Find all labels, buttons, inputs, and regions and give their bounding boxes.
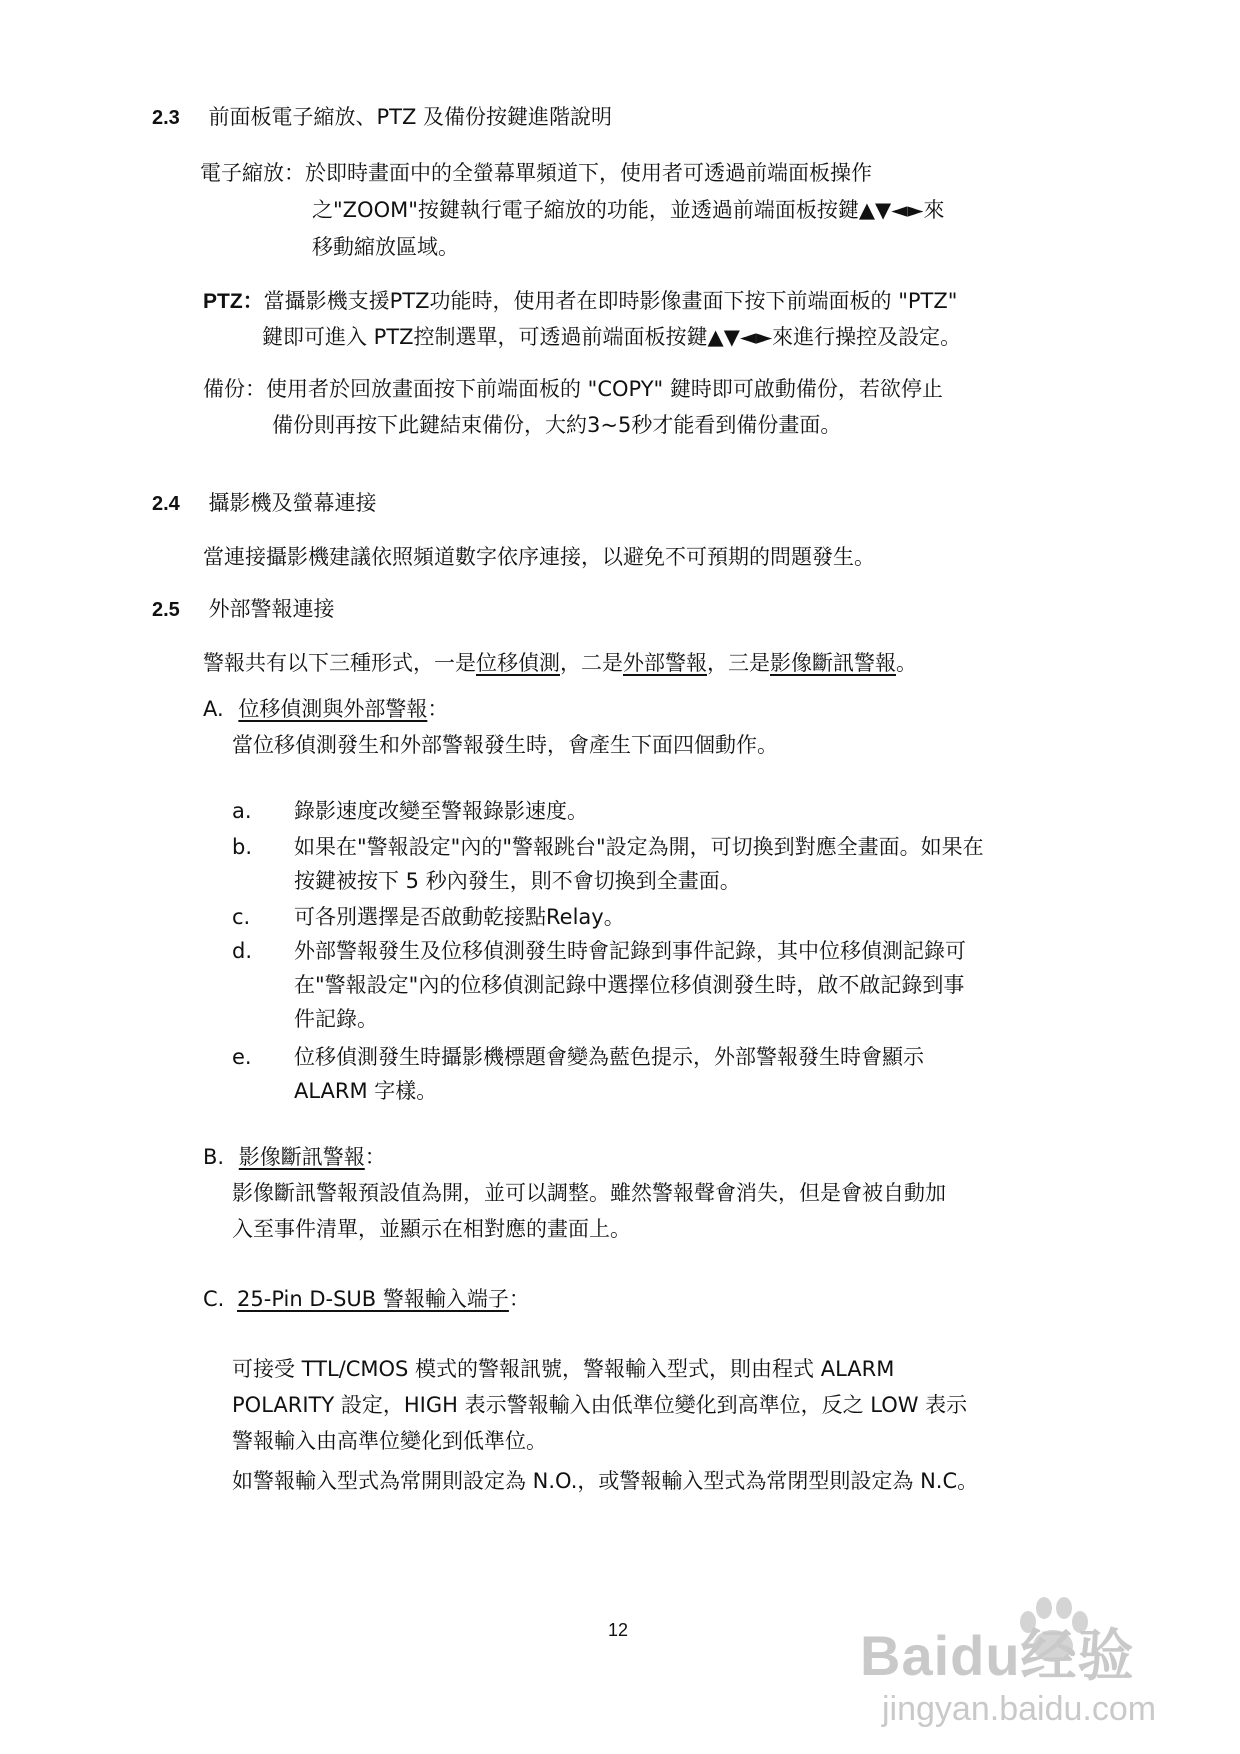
section-2-4-body: 當連接攝影機建議依照頻道數字依序連接，以避免不可預期的問題發生。 [203, 545, 875, 569]
zoom-label: 電子縮放： [200, 161, 305, 185]
ptz-line-2: 鍵即可進入 PTZ控制選單，可透過前端面板按鍵▲▼◄►來進行操控及設定。 [262, 325, 962, 349]
colon: ： [427, 697, 449, 721]
zoom-line-3: 移動縮放區域。 [312, 235, 459, 259]
colon: ： [508, 1287, 530, 1311]
list-item-d-line-3: 件記錄。 [294, 1007, 378, 1031]
list-item-b-line-2: 按鍵被按下 5 秒內發生，則不會切換到全畫面。 [294, 869, 741, 893]
page-number: 12 [608, 1620, 629, 1640]
intro-text: ，二是 [560, 651, 623, 675]
zoom-line-1: 於即時畫面中的全螢幕單頻道下，使用者可透過前端面板操作 [305, 161, 872, 185]
list-marker: a. [232, 799, 252, 823]
ptz-paragraph [203, 282, 957, 321]
watermark-logo-text: Baidu经验 [860, 1624, 1135, 1687]
alarm-type-video-loss: 影像斷訊警報 [770, 651, 896, 675]
list-text: 可各別選擇是否啟動乾接點Relay。 [294, 905, 625, 929]
ptz-label: PTZ： [203, 290, 264, 313]
subsection-c-line-3: 警報輸入由高準位變化到低準位。 [232, 1429, 547, 1453]
subsection-title: 位移偵測與外部警報 [238, 697, 428, 721]
section-number: 2.3 [152, 107, 180, 129]
subsection-b-line-2: 入至事件清單，並顯示在相對應的畫面上。 [232, 1217, 631, 1241]
list-item-b [232, 828, 984, 866]
subsection-c-line-2: POLARITY 設定，HIGH 表示警報輸入由低準位變化到高準位，反之 LOW 表示 [232, 1393, 968, 1417]
section-2-4-heading [152, 484, 377, 523]
list-text: 外部警報發生及位移偵測發生時會記錄到事件記錄，其中位移偵測記錄可 [294, 939, 966, 963]
subsection-c-line-4: 如警報輸入型式為常開則設定為 N.O.，或警報輸入型式為常閉型則設定為 N.C。 [232, 1469, 979, 1493]
alarm-type-external: 外部警報 [623, 651, 707, 675]
list-text: 錄影速度改變至警報錄影速度。 [294, 799, 588, 823]
list-text: 如果在"警報設定"內的"警報跳台"設定為開，可切換到對應全畫面。如果在 [294, 835, 984, 859]
subsection-c-heading [203, 1280, 530, 1318]
copy-label: 備份： [203, 377, 266, 401]
intro-text: ，三是 [707, 651, 770, 675]
subsection-b-line-1: 影像斷訊警報預設值為開，並可以調整。雖然警報聲會消失，但是會被自動加 [232, 1181, 946, 1205]
section-title: 前面板電子縮放、PTZ 及備份按鍵進階說明 [208, 105, 613, 129]
list-item-e-line-2: ALARM 字樣。 [294, 1079, 438, 1103]
section-number: 2.5 [152, 599, 180, 621]
copy-line-2: 備份則再按下此鍵結束備份，大約3~5秒才能看到備份畫面。 [272, 413, 842, 437]
list-marker: c. [232, 905, 251, 929]
list-marker: d. [232, 939, 253, 963]
subsection-title: 25-Pin D-SUB 警報輸入端子 [237, 1287, 509, 1311]
subsection-b-heading [203, 1138, 386, 1176]
subsection-title: 影像斷訊警報 [238, 1145, 365, 1169]
section-2-3-heading [152, 98, 612, 137]
section-number: 2.4 [152, 493, 180, 515]
section-title: 外部警報連接 [208, 597, 335, 621]
copy-line-1: 使用者於回放畫面按下前端面板的 "COPY" 鍵時即可啟動備份，若欲停止 [266, 377, 943, 401]
list-item-e [232, 1038, 924, 1076]
copy-paragraph [203, 370, 943, 408]
list-text: 位移偵測發生時攝影機標題會變為藍色提示，外部警報發生時會顯示 [294, 1045, 924, 1069]
list-item-d [232, 932, 966, 970]
watermark-url: jingyan.baidu.com [882, 1690, 1157, 1728]
list-item-c [232, 898, 625, 936]
zoom-line-2: 之"ZOOM"按鍵執行電子縮放的功能，並透過前端面板按鍵▲▼◄►來 [312, 198, 945, 222]
ptz-line-1: 當攝影機支援PTZ功能時，使用者在即時影像畫面下按下前端面板的 "PTZ" [263, 289, 958, 313]
section-title: 攝影機及螢幕連接 [208, 491, 377, 515]
section-2-5-intro [203, 644, 917, 682]
list-item-a [232, 792, 588, 830]
list-marker: b. [232, 835, 253, 859]
subsection-marker: A. [203, 697, 224, 721]
colon: ： [364, 1145, 386, 1169]
subsection-a-heading [203, 690, 448, 728]
subsection-c-line-1: 可接受 TTL/CMOS 模式的警報訊號，警報輸入型式，則由程式 ALARM [232, 1357, 895, 1381]
alarm-type-motion: 位移偵測 [476, 651, 560, 675]
subsection-marker: C. [203, 1287, 225, 1311]
intro-text: 警報共有以下三種形式，一是 [203, 651, 476, 675]
list-item-d-line-2: 在"警報設定"內的位移偵測記錄中選擇位移偵測發生時，啟不啟記錄到事 [294, 973, 965, 997]
list-marker: e. [232, 1045, 252, 1069]
intro-text: 。 [896, 651, 917, 675]
section-2-5-heading [152, 590, 335, 629]
baidu-watermark [860, 1612, 1220, 1742]
subsection-marker: B. [203, 1145, 225, 1169]
subsection-a-body: 當位移偵測發生和外部警報發生時，會產生下面四個動作。 [232, 733, 778, 757]
zoom-paragraph [200, 154, 872, 192]
